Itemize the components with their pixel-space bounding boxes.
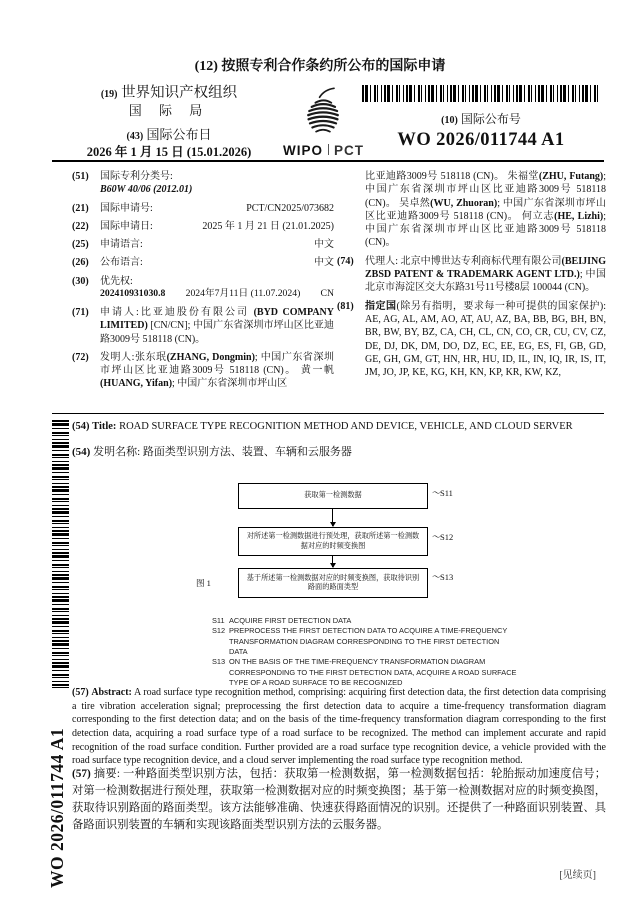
publication-barcode — [362, 85, 600, 102]
field-application-number: (21) 国际申请号: PCT/CN2025/073682 — [72, 202, 334, 214]
figure-caption: 图 1 — [196, 578, 211, 588]
field-label: 国际申请号: — [100, 202, 153, 214]
inventors-continuation: 比亚迪路3009号 518118 (CN)。 朱福堂(ZHU, Futang); 中国广东省深圳市坪山区比亚迪路3009号 518118 (CN)。 吴卓然(WU, Zhuoran); 中国广东省深圳市坪山区比亚迪路3009号 518118 (CN)。 何立志(HE, Lizhi); 中国广东省深圳市坪山区比亚迪路3009号 518118 (CN)。 — [365, 171, 606, 249]
flow-arrow-1 — [332, 509, 333, 526]
priority-number: 202410931030.8 — [100, 288, 166, 300]
field-value: 2025 年 1 月 21 日 (21.01.2025) — [202, 220, 334, 232]
flowchart-box-s13: 基于所述第一检测数据对应的时频变换图，获取待识别路面的路面类型 — [238, 568, 428, 598]
pubno-value: WO 2026/011744 A1 — [397, 130, 565, 150]
field-applicant: (71) 申请人:比亚迪股份有限公司 (BYD COMPANY LIMITED) [CN/CN]; 中国广东省深圳市坪山区比亚迪路3009号 518118 (CN)。 — [72, 306, 334, 345]
pubdate-label: (43) 国际公布日 — [126, 127, 212, 143]
field-filing-date: (22) 国际申请日: 2025 年 1 月 21 日 (21.01.2025) — [72, 220, 334, 232]
document-type-line: (12) 按照专利合作条约所公布的国际申请 — [194, 59, 446, 74]
step-label-s11: 〜S11 — [432, 488, 453, 498]
field-inventors: (72) 发明人:张东珉(ZHANG, Dongmin); 中国广东省深圳市坪山区比亚迪路3009号 518118 (CN)。 黄一帆(HUANG, Yifan); 中国广东省深圳市坪山区 — [72, 351, 334, 390]
figure-step-legend — [212, 616, 518, 689]
ipc-value: B60W 40/06 (2012.01) — [100, 184, 193, 196]
wipo-logo — [283, 86, 363, 158]
pubno-label: (10) 国际公布号 — [441, 112, 521, 126]
wordmark-divider — [328, 144, 329, 155]
field-label: 公布语言: — [100, 257, 143, 269]
priority-row — [100, 288, 334, 301]
field-designated-states: (81) 指定国(除另有指明，要求每一种可提供的国家保护): AE, AG, AL, AM, AO, AT, AU, AZ, BA, BB, BG, BH, BN, BR, BW, BY, BZ, CA, CH, CL, CN, CO, CR, CU, CV, CZ, DE, DJ, DK, DM, DO, DZ, EC, EE, EG, ES, FI, GB, GD, GE, GH, GM, GT, HN, HR, HU, ID, IL, IN, IQ, IR, IS, IT, JM, JO, JP, KE, KG, KH, KN, KP, KR, KW, KZ, — [337, 300, 606, 379]
pubdate-value: 2026 年 1 月 15 日 (15.01.2026) — [86, 144, 252, 159]
flowchart-box-s11: 获取第一检测数据 — [238, 483, 428, 509]
legend-step: S11 ACQUIRE FIRST DETECTION DATA — [212, 616, 352, 625]
field-value: 中文 — [314, 257, 334, 269]
title-english: (54) Title: ROAD SURFACE TYPE RECOGNITION METHOD AND DEVICE, VEHICLE, AND CLOUD SERVER — [72, 421, 573, 432]
bib-right-column — [337, 170, 606, 396]
field-agent: (74) 代理人: 北京中博世达专利商标代理有限公司(BEIJING ZBSD PATENT & TRADEMARK AGENT LTD.); 中国北京市海淀区交大东路31号11号楼8层 100044 (CN)。 — [337, 255, 607, 294]
field-label: 优先权: — [100, 275, 133, 287]
step-label-s12: 〜S12 — [432, 532, 454, 542]
publication-number-block — [362, 110, 600, 151]
flowchart-box-s12: 对所述第一检测数据进行预处理，获取所述第一检测数据对应的时频变换图 — [238, 527, 428, 556]
applicant-text: 申请人:比亚迪股份有限公司 (BYD COMPANY LIMITED) [CN/CN]; 中国广东省深圳市坪山区比亚迪路3009号 518118 (CN)。 — [100, 306, 334, 345]
agent-text: 代理人: 北京中博世达专利商标代理有限公司(BEIJING ZBSD PATENT & TRADEMARK AGENT LTD.); 中国北京市海淀区交大东路31号11号楼8层 100044 (CN)。 — [365, 255, 607, 294]
abstract-english: (57) Abstract: A road surface type recognition method, comprising: acquiring first detection data, the first detection data comprising a tire vibration acceleration signal; preprocessing the first detection data to acquire a time-frequency transformation diagram corresponding to the first detection data; and on the basis of the time-frequency transformation diagram corresponding to the first detection data, acquiring a road surface type of a road surface to be recognized. The method can implement accurate and rapid recognition of the road surface condition. Further provided are a road surface type recognition device, a vehicle provided with the road surface type recognition device, and a cloud server implementing the road surface type recognition method. — [72, 687, 607, 767]
field-label: 国际专利分类号: — [100, 171, 173, 182]
bibliographic-section — [72, 170, 606, 396]
legend-step: S12 PREPROCESS THE FIRST DETECTION DATA TO ACQUIRE A TIME-FREQUENCY TRANSFORMATION DIAGRAM CORRESPONDING TO THE FIRST DETECTION DATA — [212, 626, 508, 657]
wipo-globe-icon — [301, 86, 345, 136]
wipo-pct-wordmark: WIPO PCT — [283, 143, 364, 158]
title-divider — [52, 413, 604, 414]
field-label: 申请语言: — [100, 239, 143, 251]
side-barcode — [52, 420, 69, 688]
priority-country: CN — [320, 288, 334, 300]
priority-date: 2024年7月11日 (11.07.2024) — [185, 288, 301, 300]
bib-left-column — [72, 170, 334, 396]
legend-step: S13 ON THE BASIS OF THE TIME-FREQUENCY TRANSFORMATION DIAGRAM CORRESPONDING TO THE FIRST DETECTION DATA, ACQUIRE A ROAD SURFACE TYPE OF A ROAD SURFACE TO BE RECOGNIZED — [212, 657, 517, 688]
header-org-block — [50, 84, 288, 161]
designated-states-text: 指定国(除另有指明，要求每一种可提供的国家保护): AE, AG, AL, AM, AO, AT, AU, AZ, BA, BB, BG, BH, BN, BR, BW, BY, BZ, CA, CH, CL, CN, CO, CR, CU, CV, CZ, DE, DJ, DK, DM, DO, DZ, EC, EE, EG, ES, FI, GB, GD, GE, GH, GM, GT, HN, HR, HU, ID, IL, IN, IQ, IR, IS, IT, JM, JO, JP, KE, KG, KH, KN, KP, KR, KW, KZ, — [365, 300, 606, 379]
field-label: 国际申请日: — [100, 220, 153, 232]
field-value: PCT/CN2025/073682 — [246, 202, 334, 214]
org-name: (19) 世界知识产权组织 — [100, 85, 238, 101]
field-filing-language: (25) 申请语言: 中文 — [72, 239, 334, 251]
flow-arrow-2 — [332, 556, 333, 567]
abstract-chinese: (57) 摘要: 一种路面类型识别方法，包括：获取第一检测数据，第一检测数据包括：轮胎振动加速度信号；对第一检测数据进行预处理，获取第一检测数据对应的时频变换图；基于第一检测数据对应的时频变换图，获取待识别路面的路面类型。该方法能够准确、快速获得路面情况的识别。还提供了一种路面识别装置、具备路面识别装置的车辆和实现该路面类型识别方法的云服务器。 — [72, 768, 606, 831]
field-value: 中文 — [314, 239, 334, 251]
step-label-s13: 〜S13 — [432, 572, 454, 582]
org-bureau: 国 际 局 — [128, 103, 210, 119]
field-priority: (30) 优先权: 202410931030.8 2024年7月11日 (11.07.2024) CN — [72, 275, 334, 300]
inventors-text: 发明人:张东珉(ZHANG, Dongmin); 中国广东省深圳市坪山区比亚迪路3009号 518118 (CN)。 黄一帆(HUANG, Yifan); 中国广东省深圳市坪山区 — [100, 351, 334, 390]
field-publication-language: (26) 公布语言: 中文 — [72, 257, 334, 269]
side-publication-number: WO 2026/011744 A1 — [47, 727, 67, 888]
title-chinese: (54) 发明名称: 路面类型识别方法、装置、车辆和云服务器 — [72, 446, 352, 458]
continuation-note: [见续页] — [559, 870, 596, 881]
header-divider — [52, 160, 604, 162]
field-ipc: (51) 国际专利分类号: B60W 40/06 (2012.01) — [72, 171, 193, 196]
